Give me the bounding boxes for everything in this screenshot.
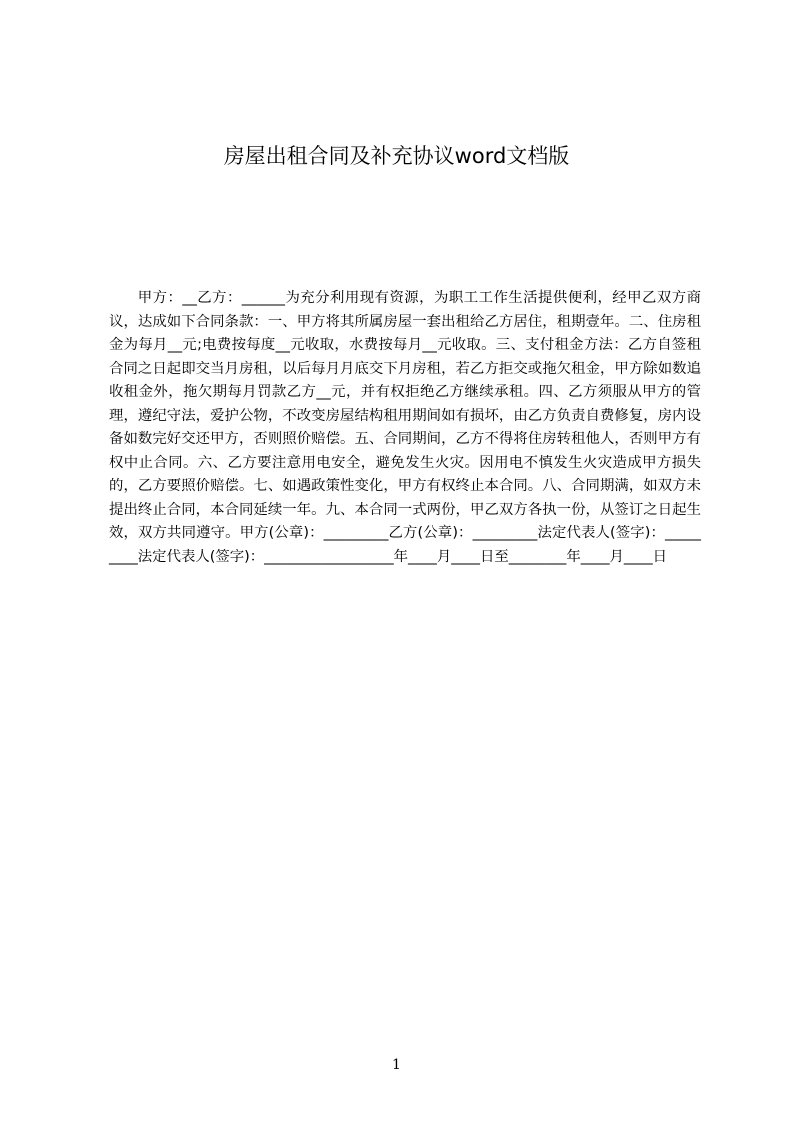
- page-number: 1: [392, 1057, 401, 1073]
- contract-paragraph: 甲方：__乙方：______为充分利用现有资源，为职工工作生活提供便利，经甲乙双方商议，达成如下合同条款：一、甲方将其所属房屋一套出租给乙方居住，租期壹年。二、住房租金为每月__元;电费按每度__元收取，水费按每月__元收取。三、支付租金方法：乙方自签租合同之日起即交当月房租，以后每月月底交下月房租，若乙方拒交或拖欠租金，甲方除如数追收租金外，拖欠期每月罚款乙方__元，并有权拒绝乙方继续承租。四、乙方须服从甲方的管理，遵纪守法，爱护公物，不改变房屋结构租用期间如有损坏，由乙方负责自费修复，房内设备如数完好交还甲方，否则照价赔偿。五、合同期间，乙方不得将住房转租他人，否则甲方有权中止合同。六、乙方要注意用电安全，避免发生火灾。因用电不慎发生火灾造成甲方损失的，乙方要照价赔偿。七、如遇政策性变化，甲方有权终止本合同。八、合同期满，如双方未提出终止合同，本合同延续一年。九、本合同一式两份，甲乙双方各执一份，从签订之日起生效，双方共同遵守。甲方(公章)：_________乙方(公章)：_________法定代表人(签字)：_________法定代表人(签字)：__________________年____月____日至________年____月____日: [109, 290, 701, 565]
- document-title: 房屋出租合同及补充协议word文档版: [223, 144, 570, 168]
- document-body: [109, 287, 701, 569]
